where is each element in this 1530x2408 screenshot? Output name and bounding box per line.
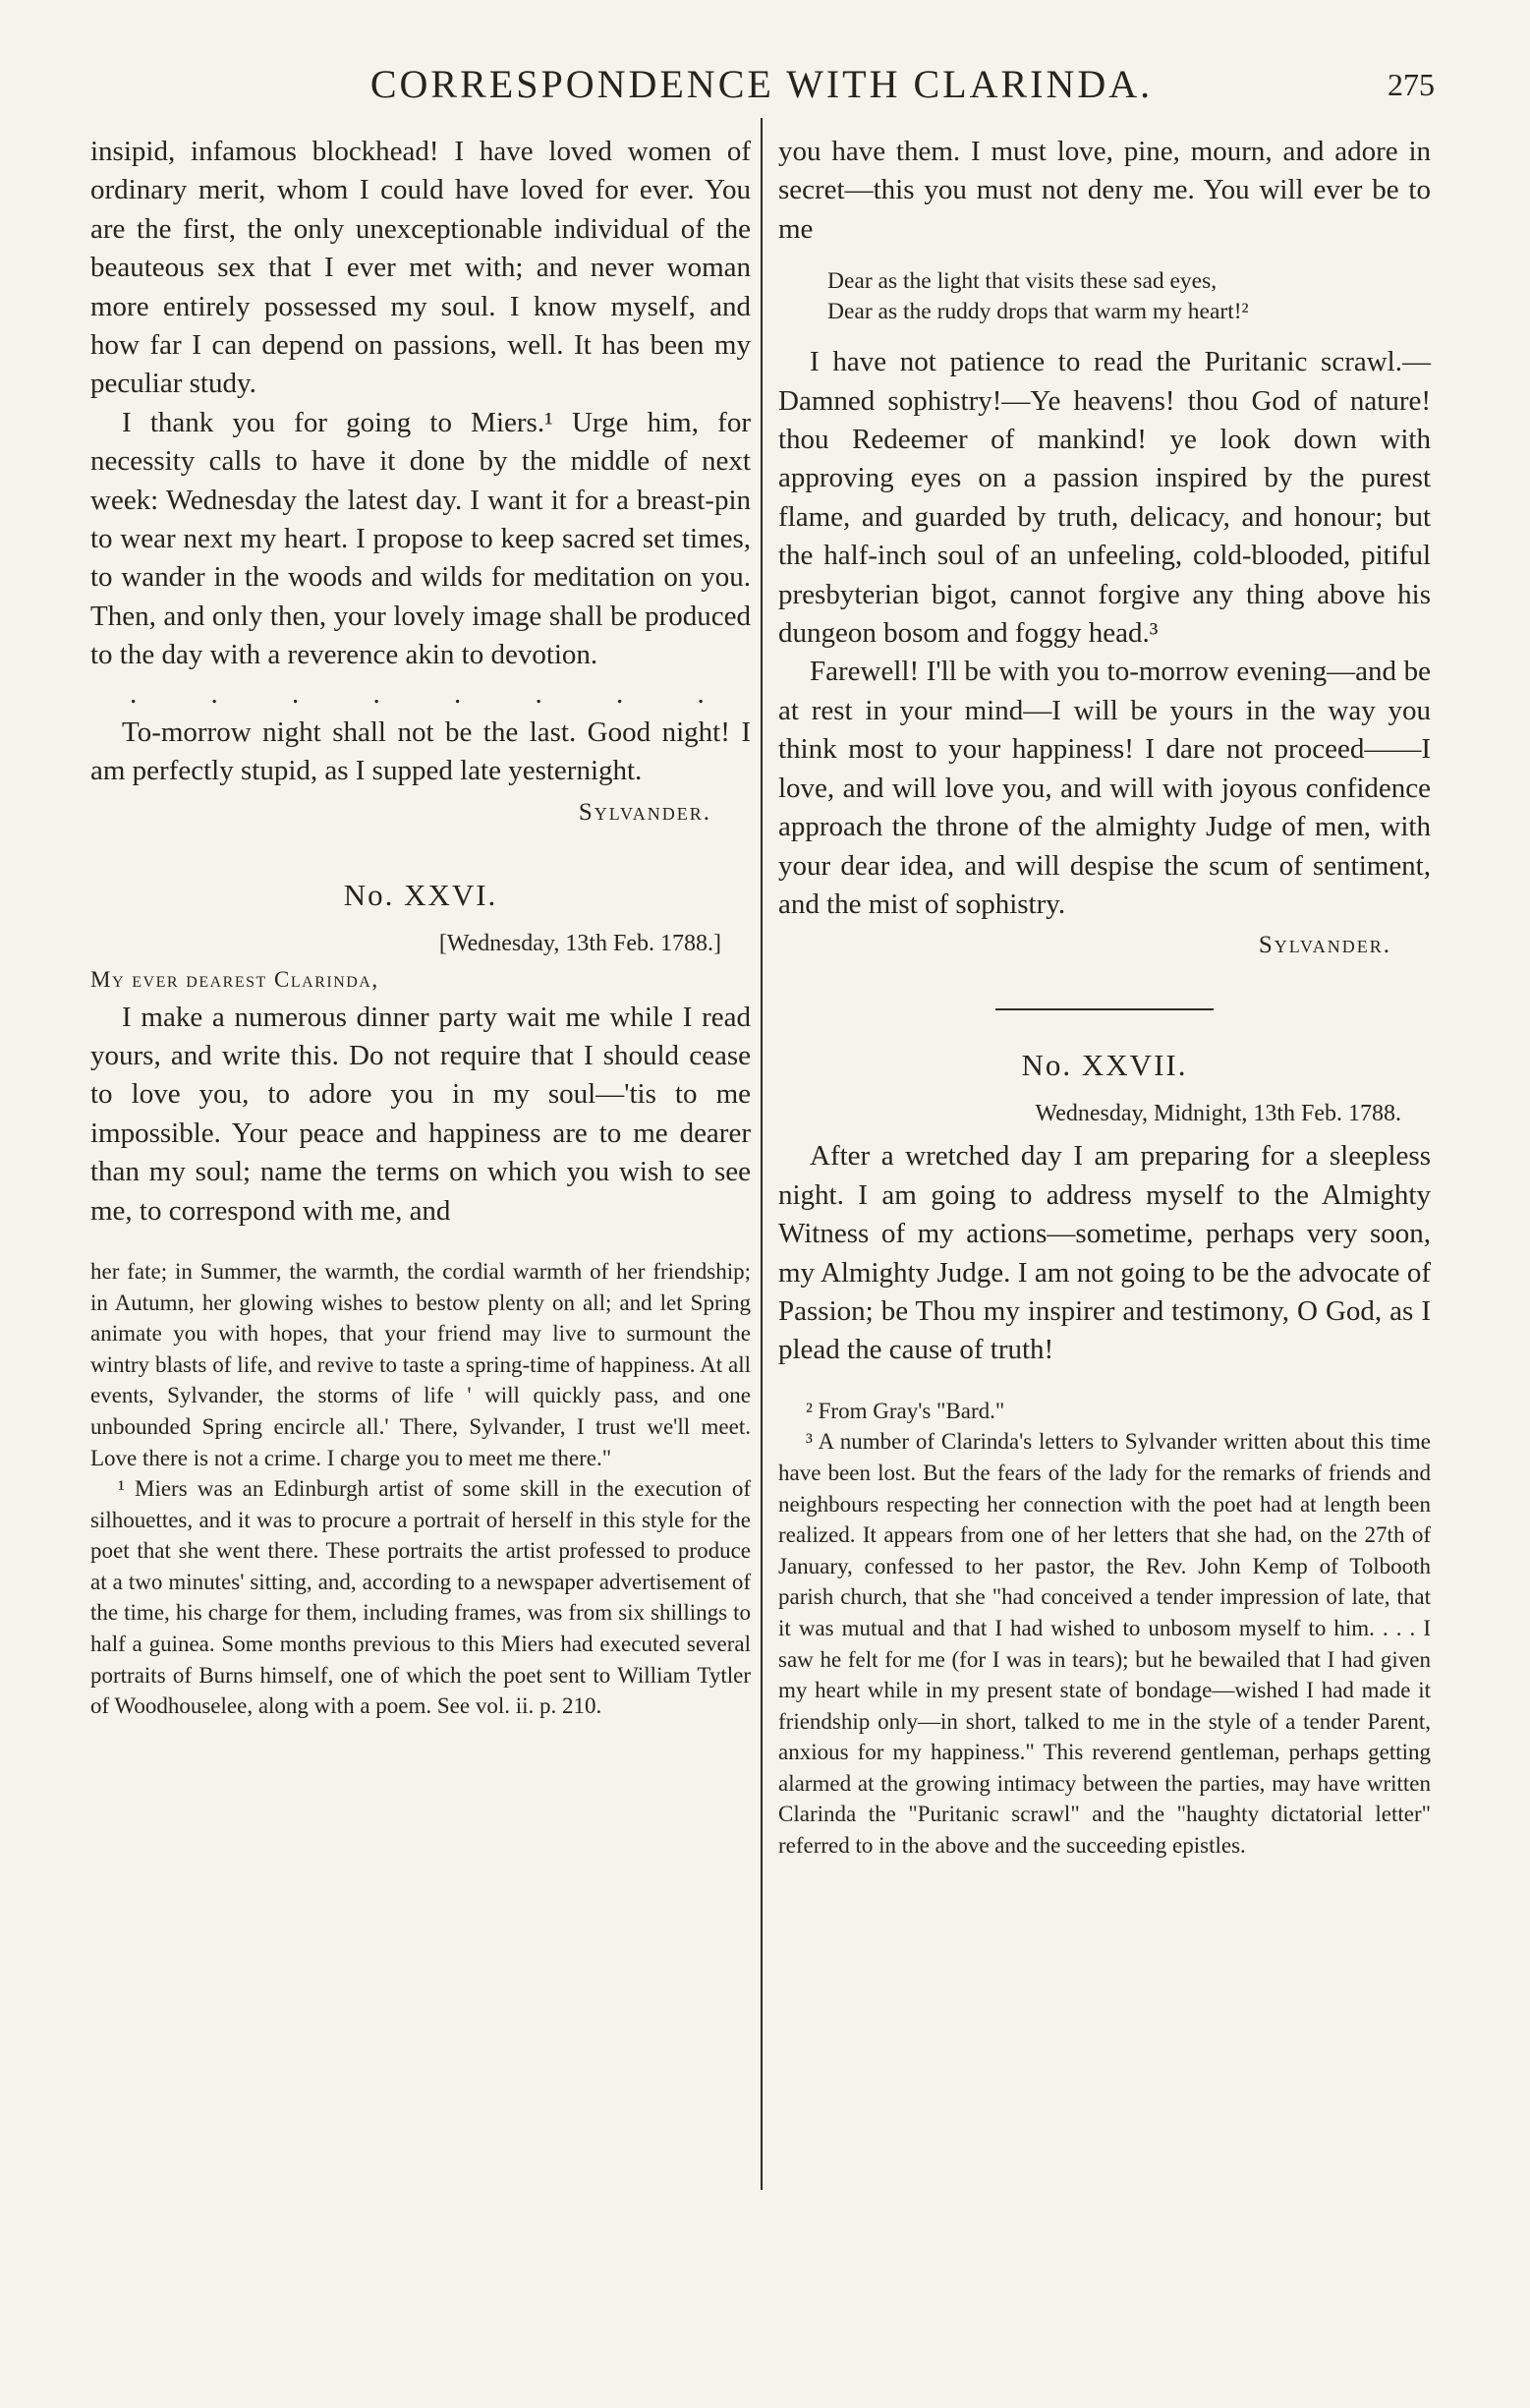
letter-title: No. XXVII. (1021, 1048, 1188, 1083)
salutation: My ever dearest Clarinda, (90, 966, 379, 992)
column-divider (761, 118, 763, 2190)
footnotes (778, 1396, 1431, 1862)
dateline: Wednesday, Midnight, 13th Feb. 1788. (1035, 1101, 1401, 1127)
footnotes (90, 1256, 751, 1722)
signature: Sylvander. (578, 798, 711, 826)
footnote: ³ A number of Clarinda's letters to Sylvander written about this time have been lost. But the fears of the lady for the remarks of friends and neighbours respecting her connection with the poet had at length been realized. It appears from one of her letters that she had, on the 27th of January, confessed to her pastor, the Rev. John Kemp of Tolbooth parish church, that she "had conceived a tender impression of late, that it was mutual and that I had wished to unbosom myself to him. . . . I saw he felt for me (for I was in tears); but he bewailed that I had given my heart while in my present state of bondage—wished I had made it friendship only—in short, talked to me in the style of a tender Parent, anxious for my happiness." This reverend gentleman, perhaps getting alarmed at the growing intimacy between the parties, may have written Clarinda the "Puritanic scrawl" and the "haughty dictatorial letter" referred to in the above and the succeeding epistles. (778, 1429, 1431, 1859)
quote-line: Dear as the light that visits these sad eyes, (827, 268, 1218, 295)
ellipsis: . . . . . . . . (130, 677, 738, 710)
page-header (88, 61, 1435, 120)
left-column (90, 133, 751, 1722)
letter-title: No. XXVI. (343, 877, 498, 912)
footnote-continuation: her fate; in Summer, the warmth, the cordial warmth of her friendship; in Autumn, her glowing wishes to bestow plenty on all; and let Spring animate you with hopes, that your friend may live to surmount the wintry blasts of life, and revive to taste a spring-time of happiness. At all events, Sylvander, the storms of life ' will quickly pass, and one unbounded Spring encircle all.' There, Sylvander, I trust we'll meet. Love there is not a crime. I charge you to meet me there." (90, 1258, 751, 1470)
paragraph: Farewell! I'll be with you to-morrow evening—and be at rest in your mind—I will be yours in the way you think most to your happiness! I dare not proceed——I love, and will love you, and will with joyous confidence approach the throne of the almighty Judge of men, with your dear idea, and will despise the scum of sentiment, and the mist of sophistry. (778, 656, 1431, 920)
paragraph: To-morrow night shall not be the last. Good night! I am perfectly stupid, as I supped late yesternight. (90, 716, 751, 787)
right-column (778, 133, 1431, 1862)
footnote: ¹ Miers was an Edinburgh artist of some skill in the execution of silhouettes, and it was to procure a portrait of herself in this style for the poet that she went there. These portraits the artist professed to produce at a two minutes' sitting, and, according to a newspaper advertisement of the time, his charge for them, including frames, was from six shillings to half a guinea. Some months previous to this Miers had executed several portraits of Burns himself, one of which the poet sent to William Tytler of Woodhouselee, along with a poem. See vol. ii. p. 210. (90, 1476, 751, 1719)
dateline: [Wednesday, 13th Feb. 1788.] (438, 930, 721, 956)
page-number: 275 (1388, 67, 1435, 102)
signature: Sylvander. (1258, 932, 1391, 959)
paragraph: I have not patience to read the Puritanic scrawl.—Damned sophistry!—Ye heavens! thou God of nature! thou Redeemer of mankind! ye look down with approving eyes on a passion inspired by the purest flame, and guarded by truth, delicacy, and honour; but the half-inch soul of an unfeeling, cold-blooded, pitiful presbyterian bigot, cannot forgive any thing above his dungeon bosom and foggy head.³ (778, 346, 1431, 650)
verse-quote (778, 266, 1431, 327)
paragraph: I thank you for going to Miers.¹ Urge him, for necessity calls to have it done by the middle of next week: Wednesday the latest day. I want it for a breast-pin to wear next my heart. I propose to keep sacred set times, to wander in the woods and wilds for meditation on you. Then, and only then, your lovely image shall be produced to the day with a reverence akin to devotion. (90, 406, 751, 671)
paragraph: you have them. I must love, pine, mourn, and adore in secret—this you must not deny me. You will ever be to me (778, 136, 1431, 245)
quote-line: Dear as the ruddy drops that warm my heart!² (827, 299, 1249, 325)
paragraph: insipid, infamous blockhead! I have loved women of ordinary merit, whom I could have loved for ever. You are the first, the only unexceptionable individual of the beauteous sex that I ever met with; and never woman more entirely possessed my soul. I know myself, and how far I can depend on passions, well. It has been my peculiar study. (90, 136, 751, 400)
footnote: ² From Gray's "Bard." (806, 1398, 1005, 1423)
section-rule (995, 1008, 1214, 1010)
paragraph: I make a numerous dinner party wait me while I read yours, and write this. Do not require that I should cease to love you, to adore you in my soul—'tis to me impossible. Your peace and happiness are to me dearer than my soul; name the terms on which you wish to see me, to correspond with me, and (90, 1001, 751, 1227)
running-title: CORRESPONDENCE WITH CLARINDA. (369, 62, 1154, 106)
paragraph: After a wretched day I am preparing for a sleepless night. I am going to address myself to the Almighty Witness of my actions—sometime, perhaps very soon, my Almighty Judge. I am not going to be the advocate of Passion; be Thou my inspirer and testimony, O God, as I plead the cause of truth! (778, 1140, 1431, 1366)
